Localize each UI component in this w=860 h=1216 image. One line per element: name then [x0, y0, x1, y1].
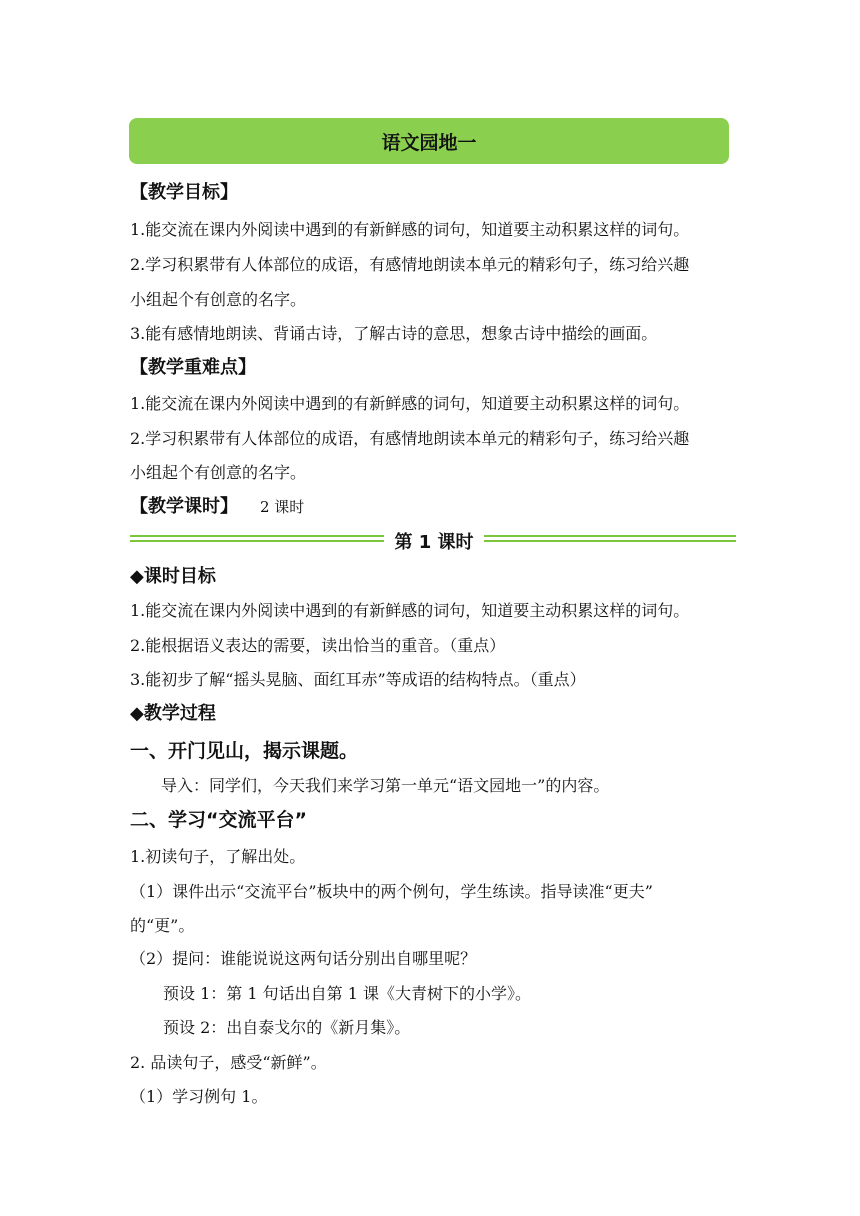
objectives-heading: 【教学目标】 [130, 182, 238, 203]
section2-heading: 二、学习“交流平台” [130, 809, 307, 831]
step-line: （1）课件出示“交流平台”板块中的两个例句，学生练读。指导读准“更夫” [130, 882, 653, 901]
key-points-heading: 【教学重难点】 [130, 357, 256, 378]
step-line: 的“更”。 [130, 916, 195, 935]
preset-line: 预设 2：出自泰戈尔的《新月集》。 [163, 1018, 411, 1037]
step-line: 1.初读句子，了解出处。 [130, 847, 306, 866]
objective-line: 小组起个有创意的名字。 [130, 290, 307, 309]
key-point-line: 1.能交流在课内外阅读中遇到的有新鲜感的词句，知道要主动积累这样的词句。 [130, 394, 690, 413]
section1-text: 导入：同学们，今天我们来学习第一单元“语文园地一”的内容。 [161, 776, 610, 795]
lesson-divider [130, 526, 736, 556]
process-heading: ◆教学过程 [130, 703, 216, 724]
title-banner [129, 118, 729, 164]
preset-line: 预设 1：第 1 句话出自第 1 课《大青树下的小学》。 [163, 984, 531, 1003]
objective-line: 2.学习积累带有人体部位的成语，有感情地朗读本单元的精彩句子，练习给兴趣 [130, 255, 690, 274]
page-title: 语文园地一 [381, 131, 477, 154]
step-line: （2）提问：谁能说说这两句话分别出自哪里呢？ [130, 949, 477, 968]
step-line: （1）学习例句 1。 [130, 1087, 268, 1106]
hours-row [130, 495, 304, 519]
key-point-line: 2.学习积累带有人体部位的成语，有感情地朗读本单元的精彩句子，练习给兴趣 [130, 429, 690, 448]
lesson-title: 第 1 课时 [394, 532, 474, 553]
hours-heading: 【教学课时】 [130, 496, 238, 517]
goals-heading: ◆课时目标 [130, 566, 216, 587]
objective-line: 3.能有感情地朗读、背诵古诗，了解古诗的意思，想象古诗中描绘的画面。 [130, 324, 658, 343]
key-point-line: 小组起个有创意的名字。 [130, 463, 307, 482]
step-line: 2. 品读句子，感受“新鲜”。 [130, 1053, 327, 1072]
goal-line: 2.能根据语义表达的需要，读出恰当的重音。（重点） [130, 636, 506, 655]
goal-line: 3.能初步了解“摇头晃脑、面红耳赤”等成语的结构特点。（重点） [130, 670, 586, 689]
objective-line: 1.能交流在课内外阅读中遇到的有新鲜感的词句，知道要主动积累这样的词句。 [130, 220, 690, 239]
hours-value: 2 课时 [260, 498, 305, 516]
divider-lines-right [484, 535, 736, 545]
goal-line: 1.能交流在课内外阅读中遇到的有新鲜感的词句，知道要主动积累这样的词句。 [130, 601, 690, 620]
section1-heading: 一、开门见山，揭示课题。 [130, 740, 359, 762]
divider-lines-left [130, 535, 384, 545]
